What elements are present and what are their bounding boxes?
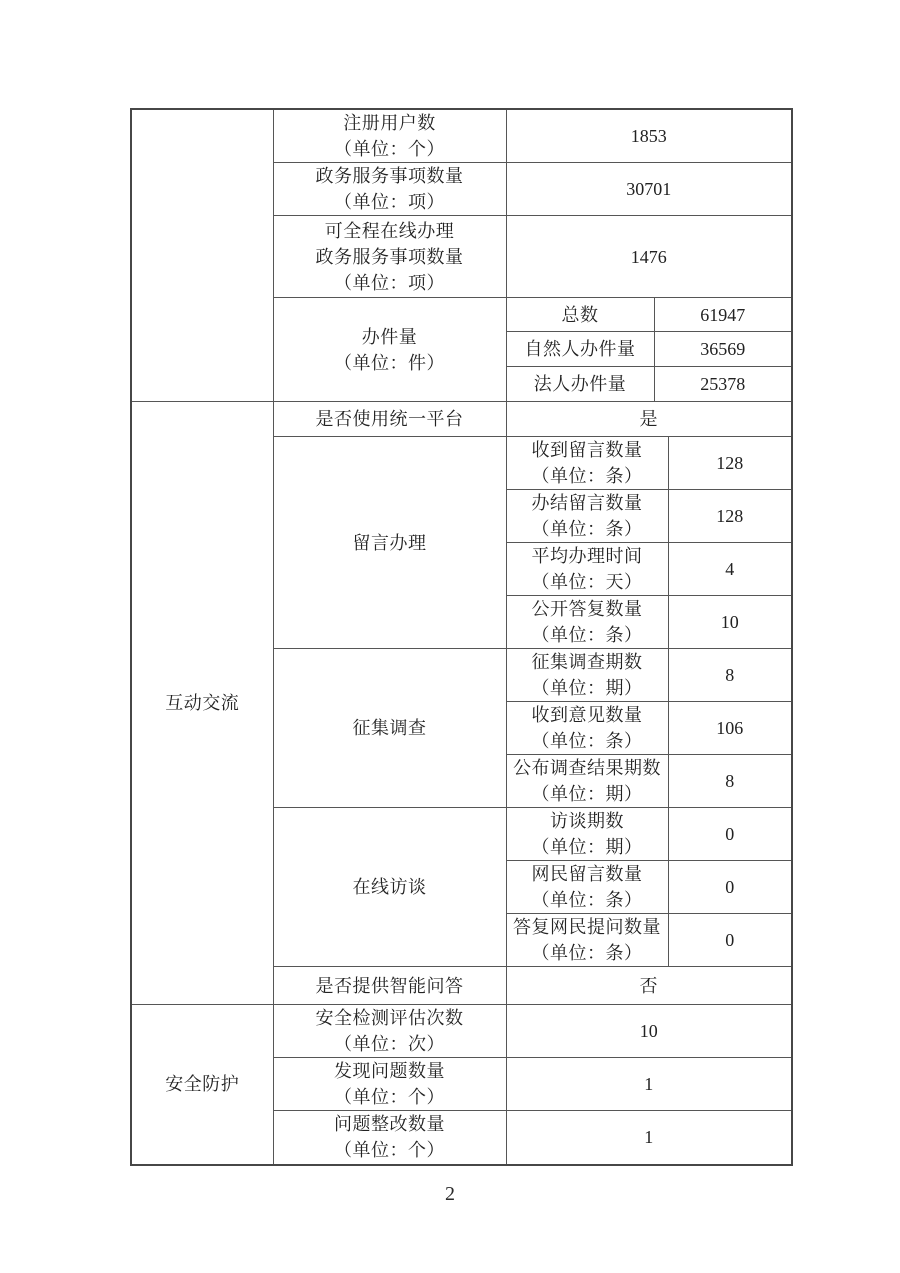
metric-label: 访谈期数 [550, 811, 624, 831]
metric-label: 办结留言数量 [531, 493, 643, 513]
metric-label: 发现问题数量 [334, 1061, 445, 1081]
interview-label-cell: 在线访谈 [273, 808, 506, 967]
case-volume-total-value: 61947 [654, 298, 792, 332]
metric-unit: （单位：个） [334, 139, 445, 159]
metric-label: 答复网民提问数量 [513, 917, 661, 937]
metric-label-cell [506, 755, 668, 808]
metric-label: 政务服务事项数量 [315, 246, 464, 267]
online-items-label-cell [273, 216, 506, 298]
metric-value: 8 [668, 755, 792, 808]
metric-unit: （单位：项） [334, 192, 445, 212]
unified-platform-value: 是 [506, 402, 792, 437]
case-volume-total-label: 总数 [506, 298, 654, 332]
case-volume-legal-label: 法人办件量 [506, 367, 654, 402]
metric-unit: （单位：天） [531, 572, 643, 592]
metric-label-cell [506, 808, 668, 861]
message-handling-label-cell: 留言办理 [273, 437, 506, 649]
case-volume-label-cell [273, 298, 506, 402]
case-volume-natural-value: 36569 [654, 332, 792, 367]
metric-unit: （单位：条） [531, 466, 643, 486]
metric-unit: （单位：期） [531, 784, 643, 804]
metric-label: 公开答复数量 [531, 599, 643, 619]
metric-label: 网民留言数量 [531, 864, 643, 884]
survey-label-cell: 征集调查 [273, 649, 506, 808]
metric-label: 政务服务事项数量 [315, 166, 464, 186]
metric-unit: （单位：个） [334, 1140, 445, 1161]
case-volume-legal-value: 25378 [654, 367, 792, 402]
metric-label-cell [273, 1058, 506, 1111]
metric-unit: （单位：件） [334, 352, 445, 373]
metric-unit: （单位：次） [334, 1034, 445, 1054]
metric-value: 10 [506, 1005, 792, 1058]
metric-unit: （单位：项） [334, 272, 445, 293]
annual-report-table [130, 108, 793, 1166]
metric-label-cell [506, 649, 668, 702]
metric-label-cell [273, 1111, 506, 1165]
metric-unit: （单位：条） [531, 625, 643, 645]
section2-group-cell: 互动交流 [131, 402, 273, 1005]
metric-value: 8 [668, 649, 792, 702]
page-number: 2 [445, 1183, 455, 1205]
section1-group-cell-empty [131, 109, 273, 402]
smart-qa-value: 否 [506, 967, 792, 1005]
metric-unit: （单位：个） [334, 1087, 445, 1107]
metric-unit: （单位：期） [531, 678, 643, 698]
service-items-value: 30701 [506, 163, 792, 216]
metric-label: 问题整改数量 [334, 1114, 445, 1135]
table-row [131, 109, 792, 163]
metric-value: 10 [668, 596, 792, 649]
metric-label: 公布调查结果期数 [513, 758, 661, 778]
metric-value: 0 [668, 861, 792, 914]
table-row [131, 402, 792, 437]
smart-qa-label: 是否提供智能问答 [273, 967, 506, 1005]
online-items-value: 1476 [506, 216, 792, 298]
case-volume-natural-label: 自然人办件量 [506, 332, 654, 367]
metric-label-cell [506, 490, 668, 543]
metric-value: 4 [668, 543, 792, 596]
metric-unit: （单位：期） [531, 837, 643, 857]
metric-value: 1 [506, 1058, 792, 1111]
metric-label-cell [506, 914, 668, 967]
metric-label-cell [506, 596, 668, 649]
metric-value: 128 [668, 437, 792, 490]
metric-value: 0 [668, 914, 792, 967]
metric-unit: （单位：条） [531, 731, 643, 751]
metric-value: 106 [668, 702, 792, 755]
metric-value: 128 [668, 490, 792, 543]
metric-value: 1 [506, 1111, 792, 1165]
metric-label: 可全程在线办理 [324, 220, 455, 241]
metric-value: 0 [668, 808, 792, 861]
section3-group-cell: 安全防护 [131, 1005, 273, 1165]
metric-label-cell [506, 702, 668, 755]
metric-label: 注册用户数 [343, 113, 436, 133]
metric-label: 收到意见数量 [531, 705, 643, 725]
metric-label-cell [273, 1005, 506, 1058]
metric-unit: （单位：条） [531, 943, 643, 963]
registered-users-value: 1853 [506, 109, 792, 163]
metric-label-cell [506, 437, 668, 490]
metric-unit: （单位：条） [531, 890, 643, 910]
metric-label-cell [506, 861, 668, 914]
unified-platform-label: 是否使用统一平台 [273, 402, 506, 437]
metric-label: 收到留言数量 [531, 440, 643, 460]
metric-label-cell [506, 543, 668, 596]
service-items-label-cell [273, 163, 506, 216]
metric-unit: （单位：条） [531, 519, 643, 539]
table-row [131, 1005, 792, 1058]
metric-label: 安全检测评估次数 [315, 1008, 464, 1028]
metric-label: 办件量 [361, 326, 418, 347]
metric-label: 平均办理时间 [531, 546, 643, 566]
registered-users-label-cell [273, 109, 506, 163]
metric-label: 征集调查期数 [531, 652, 643, 672]
